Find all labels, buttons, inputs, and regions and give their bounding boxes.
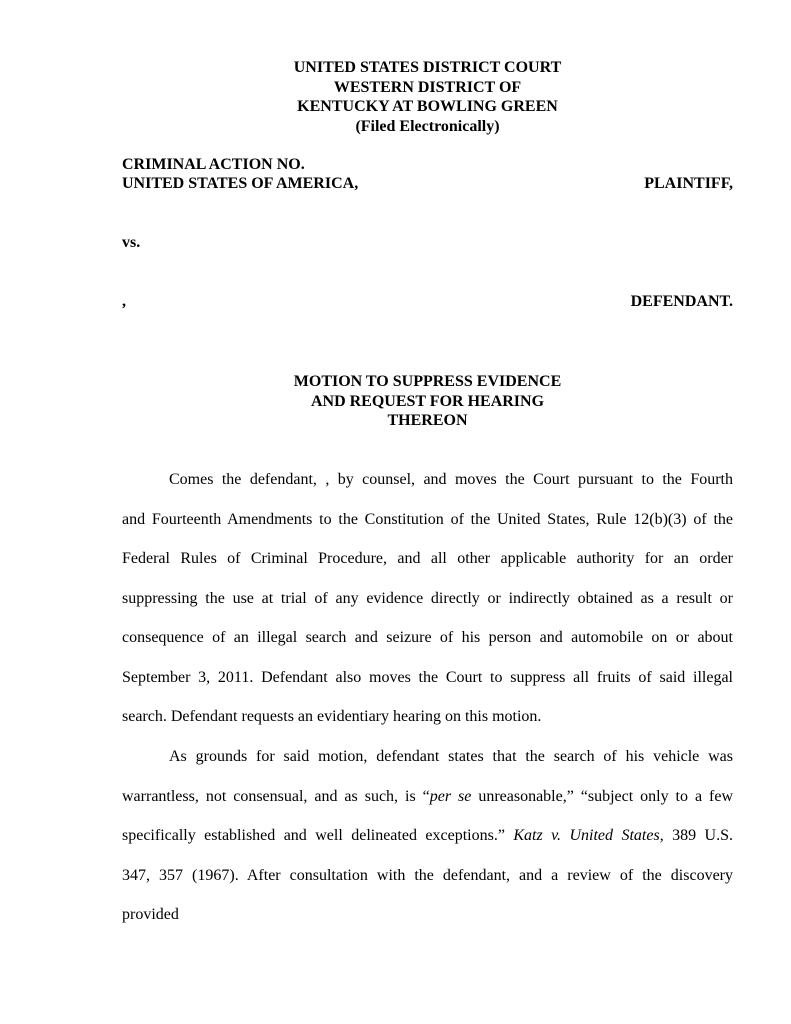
case-number-line [122,155,733,174]
motion-title-line: THEREON [387,412,468,429]
plaintiff-role: PLAINTIFF, [644,175,733,192]
criminal-action-label: CRIMINAL ACTION NO. [122,156,305,173]
body-line: Comes the defendant, , by counsel, and moves the Court pursuant to the Fourth [169,471,733,488]
text-run: specifically established and well delineated exceptions.” [122,827,514,844]
body-line: consequence of an illegal search and seizure of his person and automobile on or about [122,629,733,646]
court-name: UNITED STATES DISTRICT COURT [293,59,562,76]
body-line: suppressing the use at trial of any evidence directly or indirectly obtained as a result or [122,589,733,607]
body-line [122,826,733,846]
defendant-role: DEFENDANT. [630,293,733,310]
court-header [122,58,733,136]
body-line: September 3, 2011. Defendant also moves the Court to suppress all fruits of said illegal [122,668,733,686]
body-line: As grounds for said motion, defendant states that the search of his vehicle was [169,748,733,765]
motion-title-line: MOTION TO SUPPRESS EVIDENCE [293,373,562,390]
motion-title-line: AND REQUEST FOR HEARING [310,392,545,410]
body-line: search. Defendant requests an evidentiary hearing on this motion. [122,708,542,725]
defendant-name: , [122,293,126,310]
body-line: and Fourteenth Amendments to the Constitution of the United States, Rule 12(b)(3) of the [122,510,733,528]
text-run: unreasonable,” “subject only to a few [471,787,734,805]
motion-title [122,372,733,431]
defendant-line [122,292,733,311]
case-citation: Katz v. United States [513,827,660,844]
body-line: 347, 357 (1967). After consultation with the defendant, and a review of the discovery [122,866,733,884]
plaintiff-line [122,174,733,193]
italic-phrase: per se [429,787,472,805]
plaintiff-name: UNITED STATES OF AMERICA, [122,175,359,192]
court-district: WESTERN DISTRICT OF [333,78,522,96]
versus-line [122,233,733,252]
court-location: KENTUCKY AT BOWLING GREEN [297,98,558,115]
body-line: Federal Rules of Criminal Procedure, and all other applicable authority for an order [122,550,733,567]
versus-label: vs. [122,234,141,251]
body-line: provided [122,906,179,923]
text-run: warrantless, not consensual, and as such, is “ [122,787,430,805]
text-run: , 389 U.S. [659,827,734,844]
filing-note: (Filed Electronically) [355,117,500,135]
body-line [122,787,733,807]
